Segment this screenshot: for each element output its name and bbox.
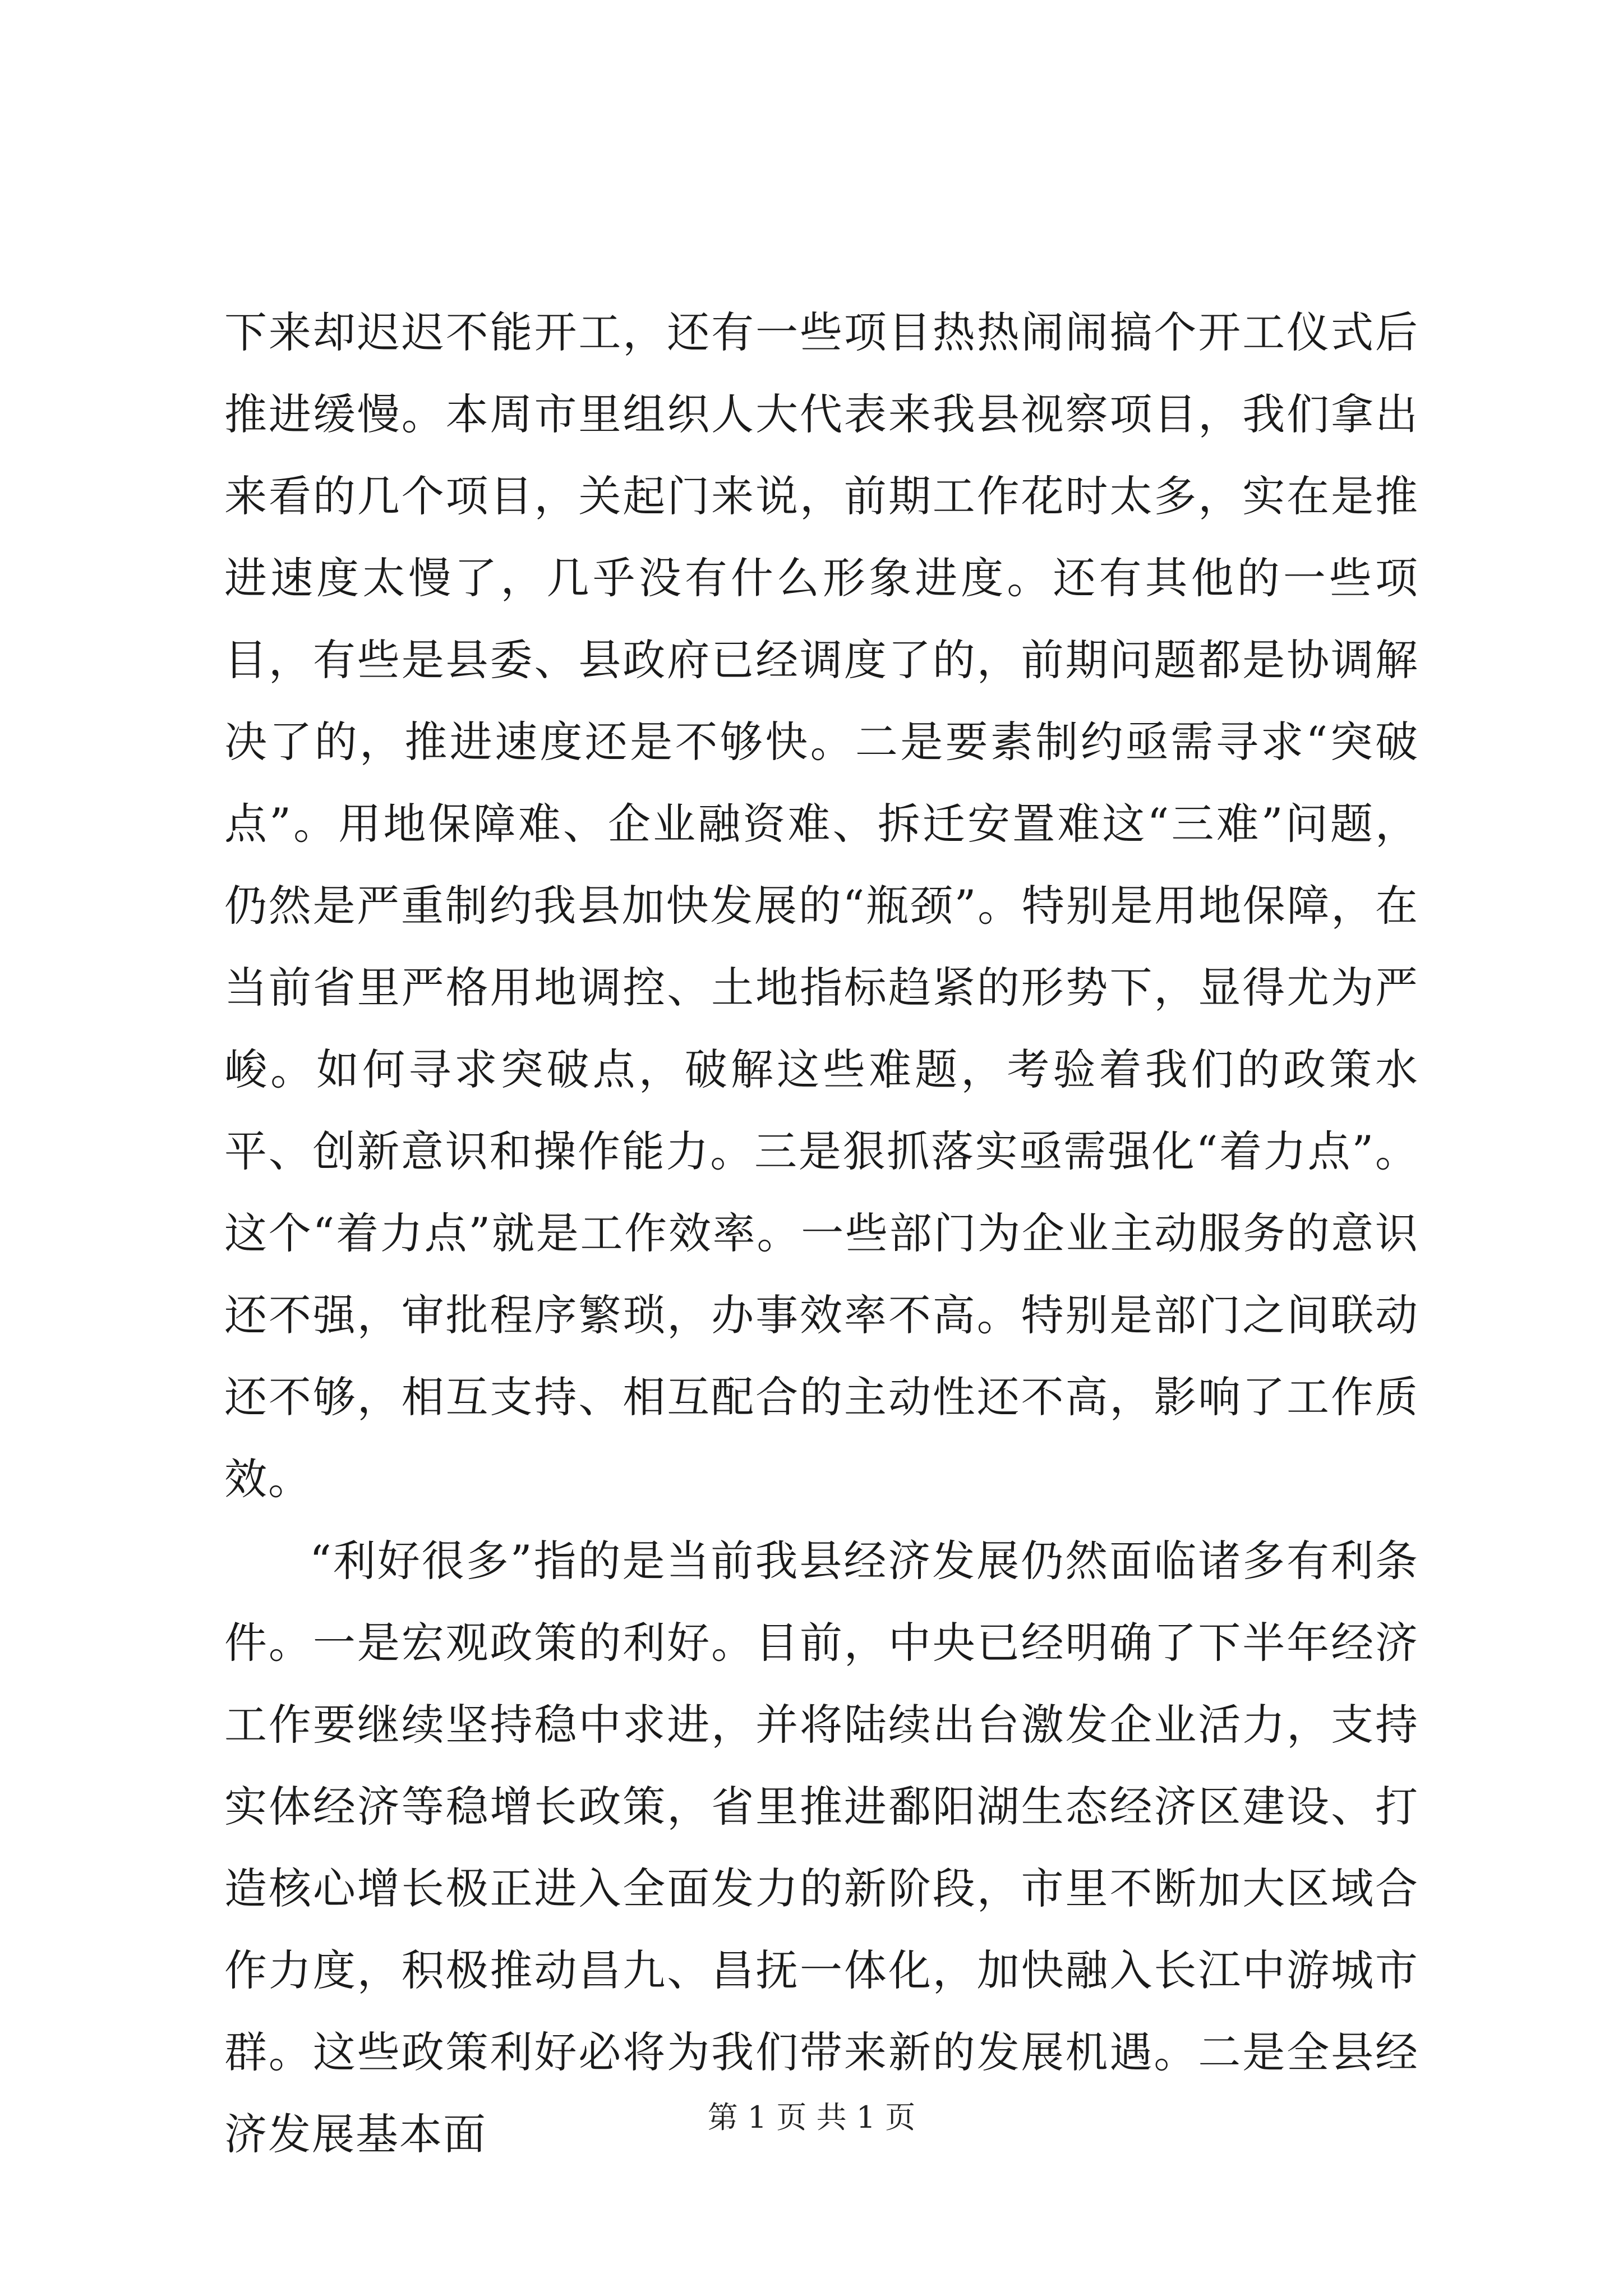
paragraph-2: “利好很多”指的是当前我县经济发展仍然面临诸多有利条件。一是宏观政策的利好。目前，中央已经明确了下半年经济工作要继续坚持稳中求进，并将陆续出台激发企业活力，支持实体经济等稳增长政策，省里推进鄱阳湖生态经济区建设、打造核心增长极正进入全面发力的新阶段，市里不断加大区域合作力度，积极推动昌九、昌抚一体化，加快融入长江中游城市群。这些政策利好必将为我们带来新的发展机遇。二是全县经济发展基本面 <box>224 1536 1419 2159</box>
page-footer: 第 1 页 共 1 页 <box>707 2100 916 2135</box>
paragraph-1: 下来却迟迟不能开工，还有一些项目热热闹闹搞个开工仪式后推进缓慢。本周市里组织人大代表来我县视察项目，我们拿出来看的几个项目，关起门来说，前期工作花时太多，实在是推进速度太慢了，几乎没有什么形象进度。还有其他的一些项目，有些是县委、县政府已经调度了的，前期问题都是协调解决了的，推进速度还是不够快。二是要素制约亟需寻求“突破点”。用地保障难、企业融资难、拆迁安置难这“三难”问题，仍然是严重制约我县加快发展的“瓶颈”。特别是用地保障，在当前省里严格用地调控、土地指标趋紧的形势下，显得尤为严峻。如何寻求突破点，破解这些难题，考验着我们的政策水平、创新意识和操作能力。三是狠抓落实亟需强化“着力点”。这个“着力点”就是工作效率。一些部门为企业主动服务的意识还不强，审批程序繁琐，办事效率不高。特别是部门之间联动还不够，相互支持、相互配合的主动性还不高，影响了工作质效。 <box>224 307 1419 1504</box>
document-body <box>224 292 1419 2175</box>
